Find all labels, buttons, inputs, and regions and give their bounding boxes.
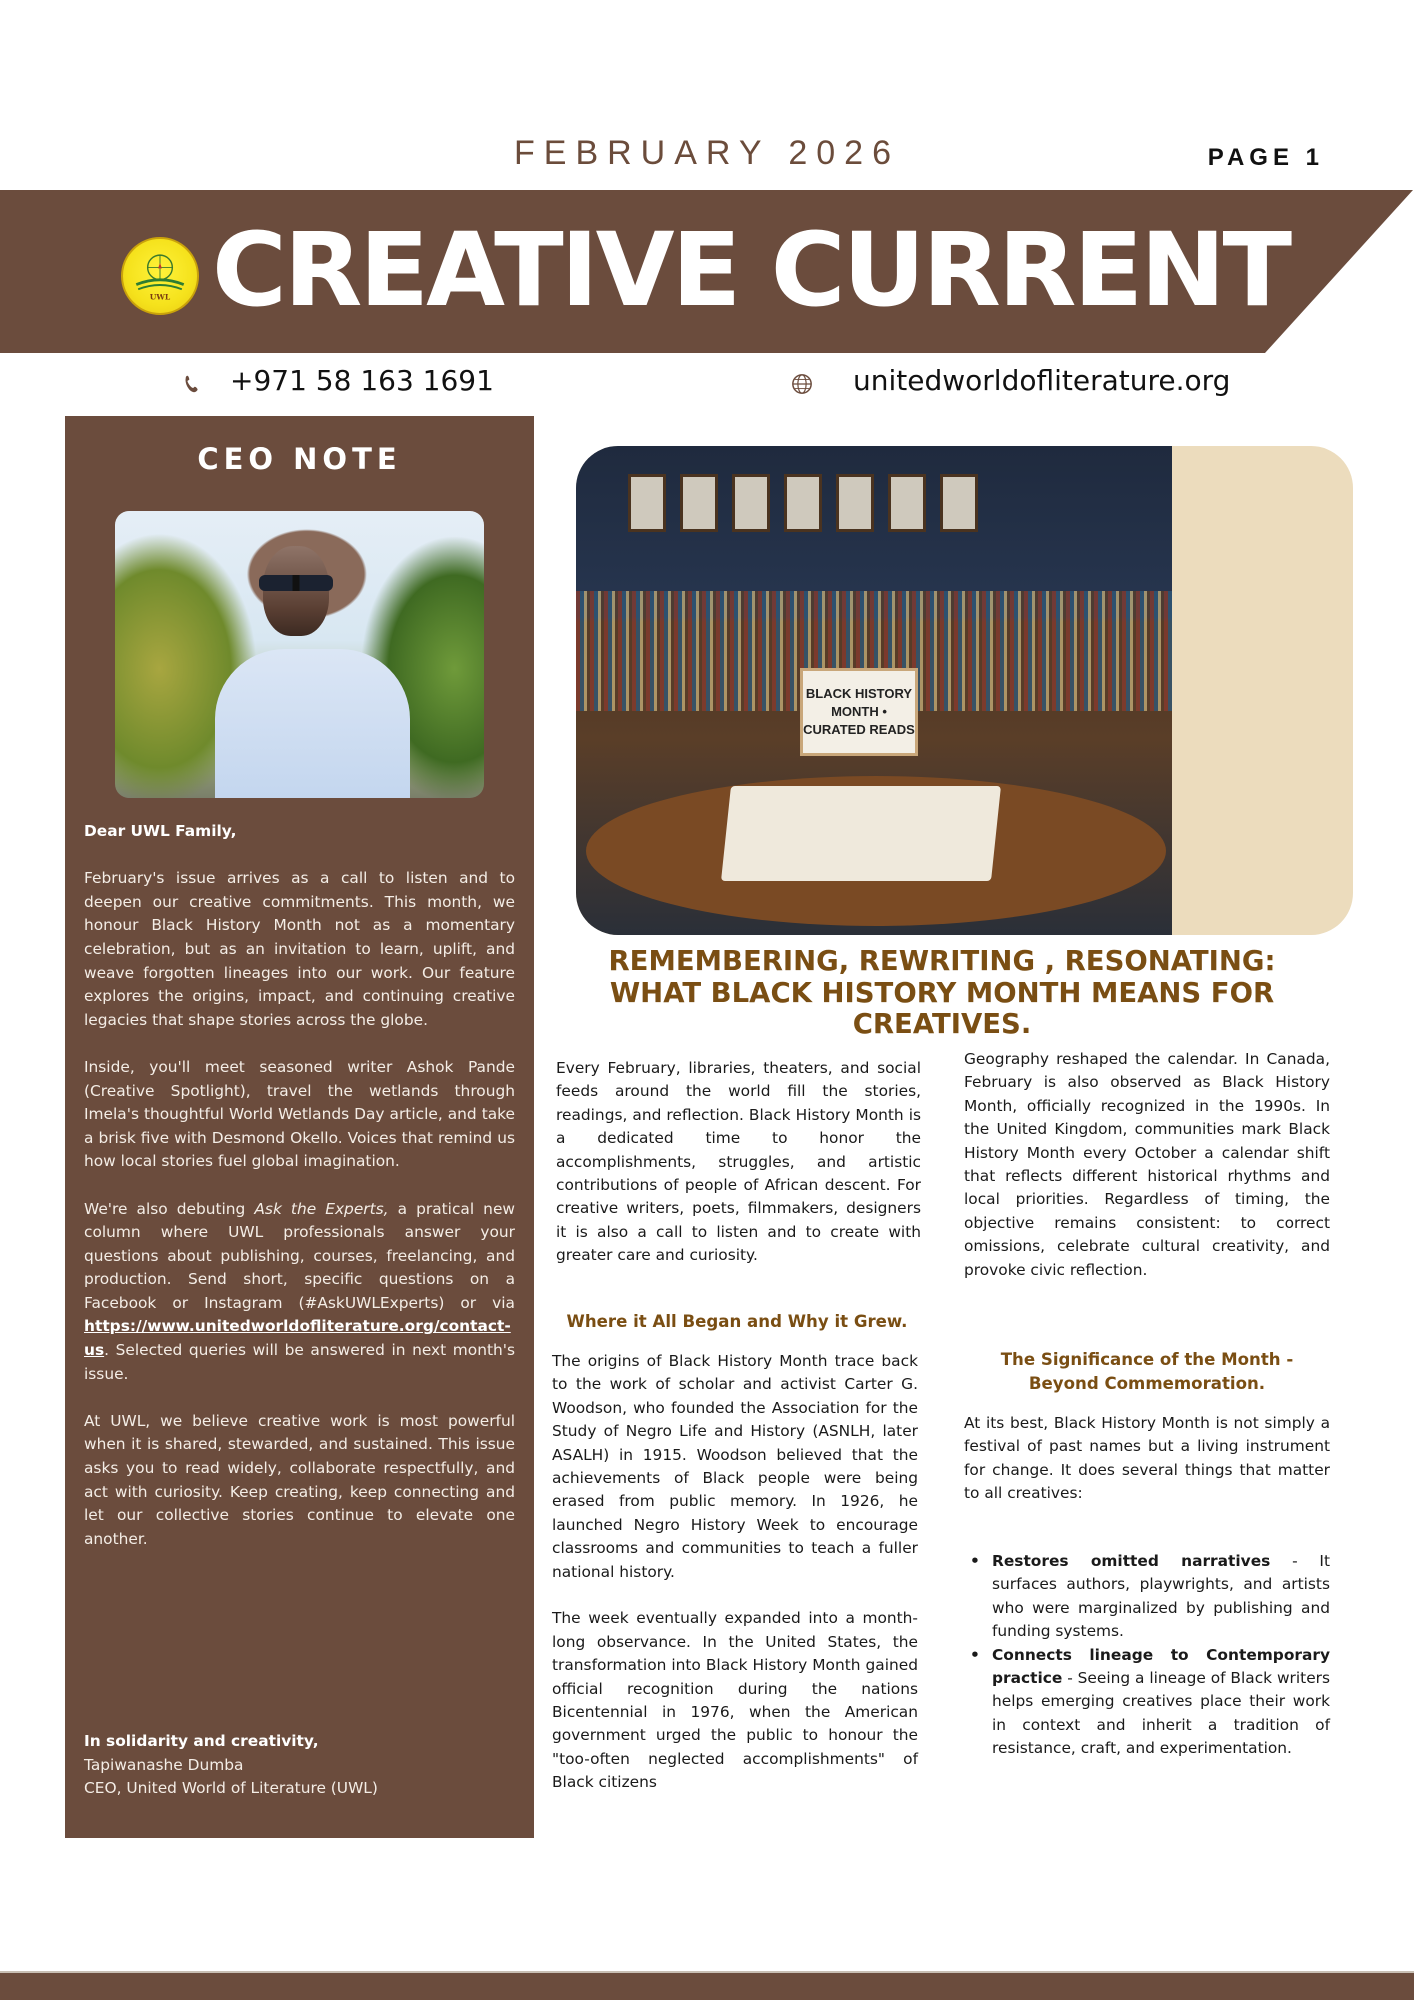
feature-intro: Every February, libraries, theaters, and social feeds around the world fill the stories, readings, and reflection. Black History Month is a dedicated time to honor the accomplishments, struggles, and artistic contributions of people of African descent. For creative writers, poets, filmmakers, designers it is also a call to listen and to create with greater care and curiosity. <box>556 1059 921 1265</box>
ceo-note-panel <box>65 416 534 1838</box>
section-title-significance: The Significance of the Month - Beyond Commemoration. <box>1000 1350 1294 1393</box>
ceo-paragraph-2: Inside, you'll meet seasoned writer Ashok Pande (Creative Spotlight), travel the wetlands through Imela's thoughtful World Wetlands Day article, and take a brisk five with Desmond Okello. Voices that remind us how local stories fuel global imagination. <box>84 1057 515 1171</box>
ceo-note-body <box>84 820 515 1575</box>
ask-the-experts-title: Ask the Experts, <box>254 1199 389 1218</box>
origins-paragraph-1: The origins of Black History Month trace back to the work of scholar and activist Carter G. Woodson, who founded the Association for the Study of Negro Life and History (ASNLH, later ASALH) in 1915. Woodson believed that the achievements of Black people were being erased from public memory. In 1926, he launched Negro History Week to encourage classrooms and communities to teach a fuller national history. <box>552 1352 918 1581</box>
signoff: In solidarity and creativity, <box>84 1732 319 1750</box>
globe-icon <box>791 369 813 391</box>
page-number: PAGE 1 <box>1207 144 1324 171</box>
photo-head <box>263 546 329 636</box>
significance-column: At its best, Black History Month is not simply a festival of past names but a living instrument for change. It does several things that matter to all creatives: <box>964 1414 1330 1503</box>
ceo-signature <box>84 1730 378 1801</box>
ceo-role: CEO, United World of Literature (UWL) <box>84 1779 378 1798</box>
origins-column <box>552 1350 918 1818</box>
issue-date: FEBRUARY 2026 <box>514 134 900 172</box>
contact-phone <box>182 360 494 400</box>
open-book <box>721 786 1001 881</box>
origins-paragraph-2: The week eventually expanded into a month-long observance. In the United States, the transformation into Black History Month gained official recognition during the nations Bicentennial in 1976, when the American government urged the public to honour the "too-often neglected accomplishments" of Black citizens <box>552 1609 918 1792</box>
ceo-paragraph-3: We're also debuting Ask the Experts, a pratical new column where UWL professionals answer your questions about publishing, courses, freelancing, and production. Send short, specific questions on a Facebook or Instagram (#AskUWLExperts) or via https://www.unitedworldofliterature.org/contact-us. Selected queries will be answered in next month's issue. <box>84 1199 515 1383</box>
portrait-frames <box>628 474 978 532</box>
ceo-greeting: Dear UWL Family, <box>84 822 237 840</box>
contact-us-link[interactable]: https://www.unitedworldofliterature.org/contact-us <box>84 1317 511 1360</box>
ceo-paragraph-4: At UWL, we believe creative work is most powerful when it is shared, stewarded, and sustained. This issue asks you to read widely, collaborate respectfully, and act with curiosity. Keep creating, keep connecting and let our collective stories continue to elevate one another. <box>84 1411 515 1548</box>
ceo-photo <box>115 511 484 798</box>
uwl-emblem-icon <box>123 239 197 313</box>
ceo-paragraph-1: February's issue arrives as a call to listen and to deepen our creative commitments. This month, we honour Black History Month not as a momentary celebration, but as an invitation to learn, uplift, and weave forgotten lineages into our work. Our feature explores the origins, impact, and continuing creative legacies that shape stories across the globe. <box>84 869 515 1029</box>
list-item: • Restores omitted narratives - It surfaces authors, playwrights, and artists who were marginalized by publishing and funding systems. <box>964 1550 1330 1644</box>
phone-number[interactable]: +971 58 163 1691 <box>230 363 494 397</box>
feature-headline: REMEMBERING, REWRITING , RESONATING: WHAT BLACK HISTORY MONTH MEANS FOR CREATIVES. <box>608 945 1276 1040</box>
svg-text:UWL: UWL <box>149 292 171 302</box>
phone-icon <box>182 369 204 391</box>
photo-sunglasses <box>259 575 333 591</box>
photo-shirt <box>215 649 410 798</box>
newsletter-title: CREATIVE CURRENT <box>212 211 1290 330</box>
geography-column: Geography reshaped the calendar. In Canada, February is also observed as Black History Month, officially recognized in the 1990s. In the United Kingdom, communities mark Black History Month every October a calendar shift that reflects different historical rhythms and local priorities. Regardless of timing, the objective remains consistent: to correct omissions, celebrate cultural creativity, and provoke civic reflection. <box>964 1050 1330 1279</box>
contact-website <box>791 360 1230 400</box>
list-item: • Connects lineage to Contemporary practice - Seeing a lineage of Black writers helps emerging creatives place their work in context and inherit a tradition of resistance, craft, and experimentation. <box>964 1644 1330 1761</box>
ceo-name: Tapiwanashe Dumba <box>84 1755 244 1774</box>
significance-list <box>964 1550 1330 1761</box>
section-title-origins: Where it All Began and Why it Grew. <box>566 1312 908 1331</box>
website-link[interactable]: unitedworldofliterature.org <box>853 363 1231 397</box>
ceo-note-title: CEO NOTE <box>197 442 402 476</box>
uwl-logo <box>121 237 199 315</box>
library-scene <box>576 446 1172 935</box>
feature-image <box>576 446 1353 935</box>
curated-reads-sign: BLACK HISTORY MONTH • CURATED READS <box>800 668 918 756</box>
footer-bar <box>0 1971 1414 2000</box>
